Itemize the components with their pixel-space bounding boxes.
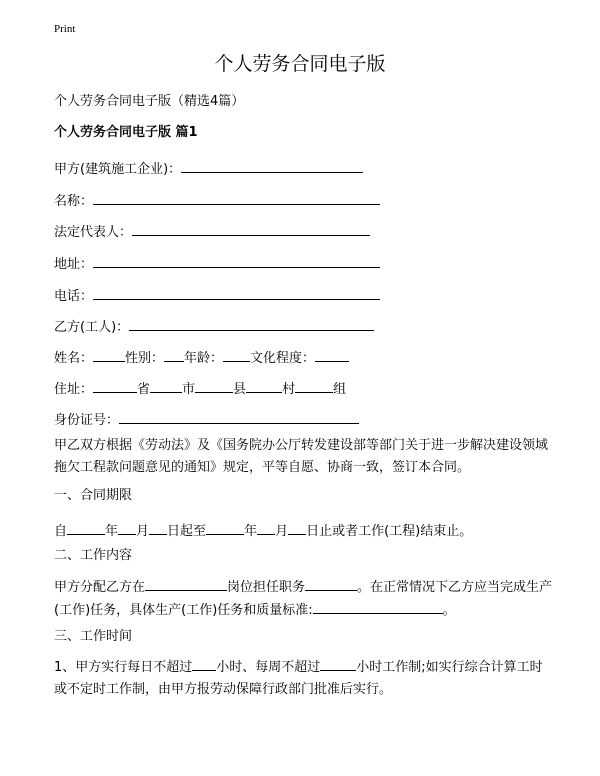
term-end-label: 日止或者工作(工程)结束止。 xyxy=(306,524,473,539)
term-line xyxy=(54,520,472,538)
group-label: 组 xyxy=(333,382,347,397)
section3-heading: 三、工作时间 xyxy=(54,629,133,644)
term-from: 自 xyxy=(54,524,68,539)
section2-heading: 二、工作内容 xyxy=(54,548,133,563)
term-end-year-blank xyxy=(206,520,244,535)
education-blank xyxy=(315,347,349,362)
daily-hours-blank xyxy=(192,656,216,671)
phone-field xyxy=(54,285,380,303)
term-start-year-blank xyxy=(67,520,105,535)
address-field xyxy=(54,253,380,271)
address-blank xyxy=(93,253,380,268)
province-label: 省 xyxy=(137,382,151,397)
city-label: 市 xyxy=(182,382,196,397)
gender-blank xyxy=(164,347,184,362)
term-start-month-blank xyxy=(118,520,136,535)
name-label: 名称： xyxy=(54,194,94,209)
party-a-field xyxy=(54,158,363,176)
work-part1: 甲方分配乙方在 xyxy=(54,580,146,595)
document-title: 个人劳务合同电子版 xyxy=(214,53,386,75)
person-name-label: 姓名： xyxy=(54,351,94,366)
legal-rep-label: 法定代表人： xyxy=(54,225,133,240)
age-label: 年龄： xyxy=(184,351,224,366)
name-blank xyxy=(93,190,380,205)
phone-blank xyxy=(93,285,380,300)
weekly-hours-blank xyxy=(320,656,356,671)
legal-rep-field xyxy=(54,221,370,239)
work-part3: 。在正常情况下乙方应当完成生产(工作)任务，具体生产(工作)任务和质量标准: xyxy=(54,580,553,618)
personal-info-row xyxy=(54,347,349,365)
address-label: 地址： xyxy=(54,257,94,272)
party-b-blank xyxy=(129,316,374,331)
party-a-blank xyxy=(181,158,363,173)
village-label: 村 xyxy=(282,382,296,397)
gender-label: 性别： xyxy=(125,351,165,366)
village-blank xyxy=(246,378,282,393)
term-month-label: 月 xyxy=(136,524,150,539)
age-blank xyxy=(223,347,250,362)
work-duty-blank xyxy=(305,576,357,591)
section-title: 个人劳务合同电子版 篇1 xyxy=(54,125,198,140)
hours-part3: 小时工作制;如实行综合计算工时或不定时工作制，由甲方报劳动保障行政部门批准后实行。 xyxy=(54,660,543,697)
id-number-blank xyxy=(119,409,359,424)
intro-paragraph: 甲乙双方根据《劳动法》及《国务院办公厅转发建设部等部门关于进一步解决建设领域拖欠工程款问题意见的通知》规定，平等自愿、协商一致，签订本合同。 xyxy=(54,438,549,475)
term-start-label: 日起至 xyxy=(167,524,207,539)
id-number-label: 身份证号： xyxy=(54,413,120,428)
term-year-label: 年 xyxy=(105,524,119,539)
work-paragraph xyxy=(54,576,554,622)
phone-label: 电话： xyxy=(54,289,94,304)
province-blank xyxy=(93,378,137,393)
county-blank xyxy=(195,378,233,393)
term-end-day-blank xyxy=(288,520,306,535)
work-standard-blank xyxy=(313,599,443,614)
residence-row xyxy=(54,378,346,396)
term-start-day-blank xyxy=(149,520,167,535)
section1-heading: 一、合同期限 xyxy=(54,488,133,503)
education-label: 文化程度： xyxy=(250,351,316,366)
county-label: 县 xyxy=(233,382,247,397)
hours-paragraph xyxy=(54,656,554,701)
name-field xyxy=(54,190,380,208)
term-year-label-2: 年 xyxy=(244,524,258,539)
party-a-label: 甲方(建筑施工企业)： xyxy=(54,162,182,177)
hours-part2: 小时、每周不超过 xyxy=(216,660,321,675)
work-part2: 岗位担任职务 xyxy=(227,580,306,595)
residence-label: 住址： xyxy=(54,382,94,397)
term-end-month-blank xyxy=(257,520,275,535)
document-subtitle: 个人劳务合同电子版（精选4篇） xyxy=(54,94,245,109)
term-month-label-2: 月 xyxy=(275,524,289,539)
id-number-field xyxy=(54,409,359,427)
party-b-field xyxy=(54,316,374,334)
city-blank xyxy=(150,378,182,393)
hours-part1: 1、甲方实行每日不超过 xyxy=(54,660,193,675)
legal-rep-blank xyxy=(132,221,370,236)
work-position-blank xyxy=(145,576,227,591)
person-name-blank xyxy=(93,347,125,362)
work-part4: 。 xyxy=(442,603,456,618)
group-blank xyxy=(295,378,333,393)
print-label[interactable]: Print xyxy=(54,23,76,35)
party-b-label: 乙方(工人)： xyxy=(54,320,130,335)
